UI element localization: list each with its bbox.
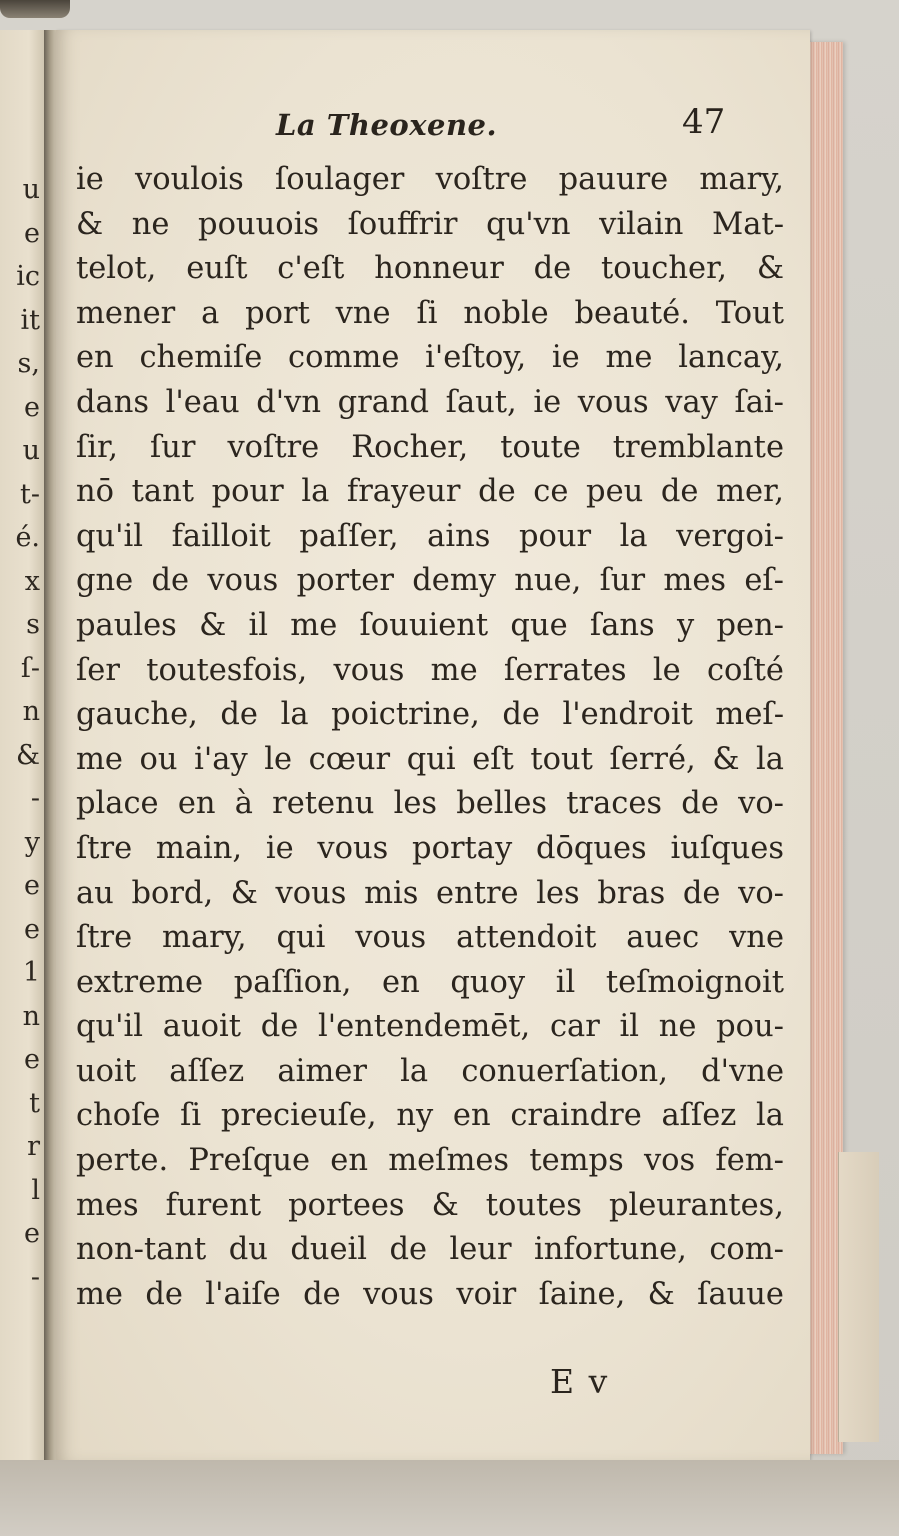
page-edge-tab — [838, 1152, 879, 1442]
left-page-fragment: e — [24, 1044, 40, 1075]
book-clasp — [0, 0, 70, 18]
text-line: ie voulois ſoulager voſtre pauure mary, — [76, 162, 784, 197]
text-line: ſtre mary, qui vous attendoit auec vne — [76, 920, 784, 956]
text-line: ſir, ſur voſtre Rocher, toute tremblante — [76, 429, 784, 465]
left-page-fragment: u — [22, 174, 40, 205]
text-line: au bord, & vous mis entre les bras de vo- — [76, 875, 784, 911]
left-page-fragment: r — [27, 1131, 40, 1162]
left-page-fragment: it — [20, 304, 40, 336]
text-line: extreme paſſion, en quoy il teſmoignoit — [76, 964, 784, 1000]
running-head: La Theoxene. — [276, 108, 498, 142]
text-line: & ne pouuois ſouffrir qu'vn vilain Mat- — [76, 206, 784, 242]
page-body-text — [76, 158, 784, 1317]
text-line: perte. Preſque en meſmes temps vos fem- — [76, 1143, 784, 1179]
left-page-fragment: s, — [17, 348, 40, 379]
left-page-fragment: l — [31, 1174, 40, 1206]
left-page-fragment: y — [24, 826, 40, 858]
text-line: place en à retenu les belles traces de vo- — [76, 786, 784, 822]
text-line: nō tant pour la frayeur de ce peu de mer, — [76, 474, 784, 510]
signature-catchword: E v — [550, 1362, 610, 1401]
left-page-fragment: - — [30, 783, 40, 814]
left-page-fragment: - — [30, 1261, 40, 1293]
text-line: qu'il auoit de l'entendemēt, car il ne pou- — [76, 1009, 784, 1045]
left-page-fragment: t- — [20, 478, 40, 510]
left-page-fragment: e — [24, 1218, 40, 1249]
left-page-fragment: e — [24, 391, 40, 423]
text-line: gne de vous porter demy nue, ſur mes eſ- — [76, 563, 784, 599]
page-number: 47 — [682, 102, 726, 142]
previous-page-text-fragments — [4, 168, 40, 1299]
text-line: non-tant du dueil de leur infortune, com- — [76, 1232, 784, 1268]
text-line: choſe ſi precieuſe, ny en craindre aſſez la — [76, 1098, 784, 1134]
left-page-fragment: ſ- — [20, 652, 40, 684]
left-page-fragment: é. — [15, 522, 40, 553]
left-page-fragment: e — [24, 913, 40, 945]
text-line: en chemiſe comme i'eſtoy, ie me lancay, — [76, 340, 784, 376]
left-page-fragment: n — [22, 1000, 40, 1032]
text-line: ſtre main, ie vous portay dōques iuſques — [76, 830, 784, 866]
text-line: uoit aſſez aimer la conuerſation, d'vne — [76, 1053, 784, 1089]
left-page-fragment: e — [24, 217, 40, 249]
left-page-fragment: x — [24, 565, 40, 597]
left-page-fragment: n — [22, 696, 40, 727]
text-line: mener a port vne ſi noble beauté. Tout — [76, 295, 784, 331]
text-line: me de l'aiſe de vous voir ſaine, & ſauue — [76, 1276, 784, 1312]
left-page-fragment: s — [26, 609, 40, 640]
text-line: telot, euſt c'eſt honneur de toucher, & — [76, 251, 784, 287]
left-page-fragment: u — [22, 435, 40, 466]
text-line: dans l'eau d'vn grand ſaut, ie vous vay ſai- — [76, 384, 784, 420]
left-page-fragment: ic — [16, 261, 40, 292]
book-page — [56, 30, 810, 1460]
text-line: qu'il failloit paſſer, ains pour la vergoi- — [76, 518, 784, 554]
scan-background-bottom — [0, 1460, 899, 1536]
left-page-fragment: & — [15, 739, 40, 771]
text-line: paules & il me ſouuient que ſans y pen- — [76, 607, 784, 643]
text-line: me ou i'ay le cœur qui eſt tout ſerré, & la — [76, 741, 784, 777]
left-page-fragment: 1 — [22, 957, 40, 988]
text-line: gauche, de la poictrine, de l'endroit meſ- — [76, 697, 784, 733]
text-line: ſer toutesfois, vous me ſerrates le coſté — [76, 652, 784, 688]
left-page-fragment: t — [29, 1087, 40, 1119]
left-page-fragment: e — [24, 870, 40, 901]
previous-page-edge — [0, 30, 49, 1460]
text-line: mes furent portees & toutes pleurantes, — [76, 1187, 784, 1223]
